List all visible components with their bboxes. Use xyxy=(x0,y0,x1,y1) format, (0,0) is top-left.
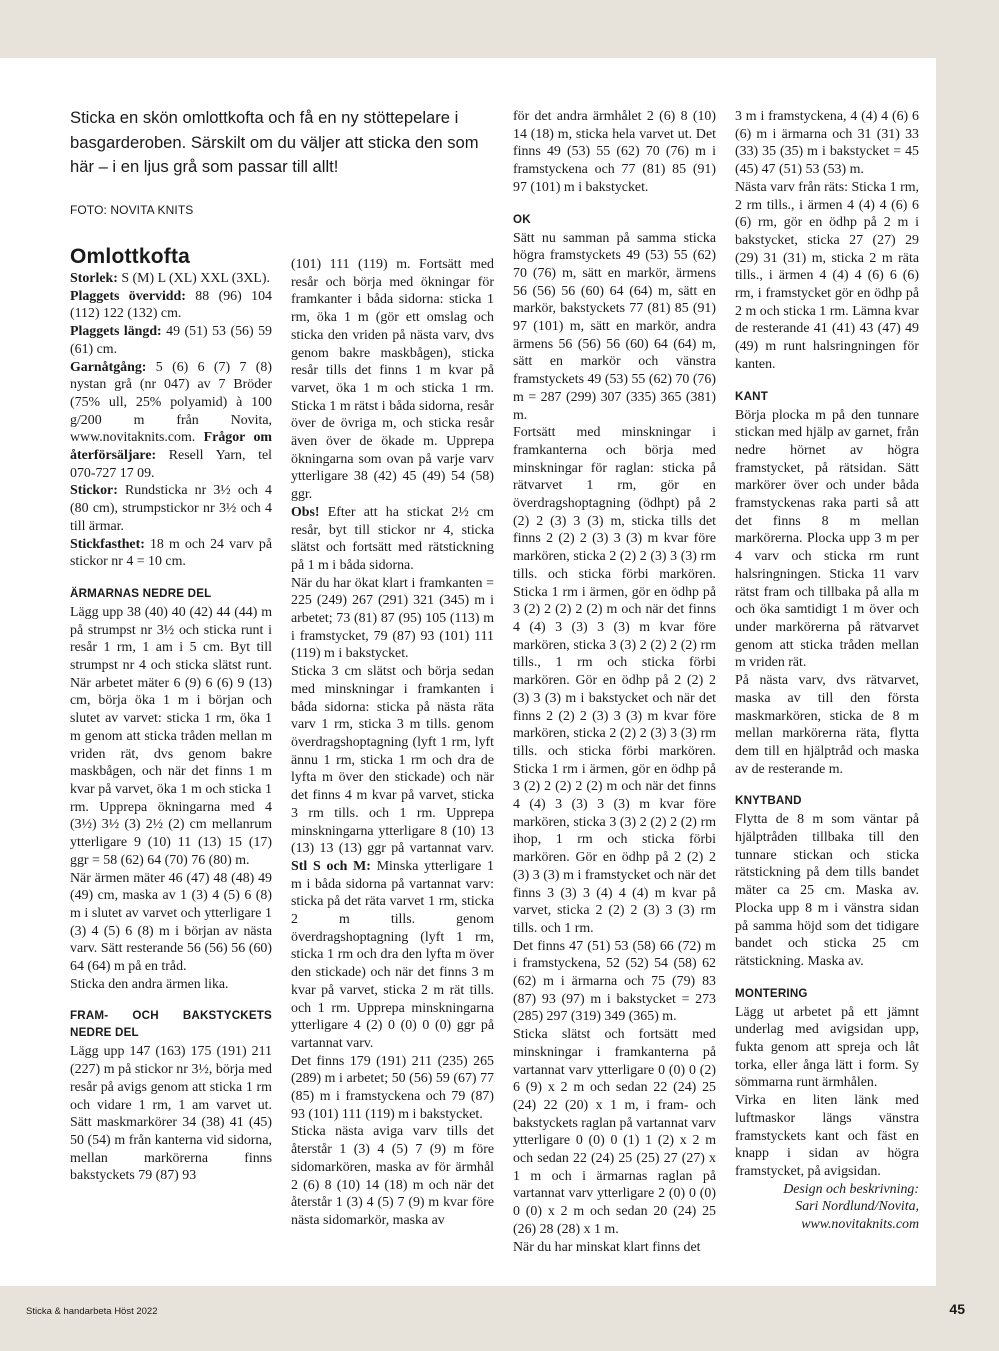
paragraph: Flytta de 8 m som väntar på hjälptråden tillbaka till den tunnare stickan och sticka rätstickning på dem tills bandet mäter ca 25 cm. Maska av. Plocka upp 8 m i vänstra sidan på samma höjd som det tidigare bandet och sticka 25 cm rätstickning. Maska av. xyxy=(735,812,919,969)
paragraph: Sätt nu samman på samma sticka högra framstyckets 49 (53) 55 (62) 70 (76) m, sätt en markör, ärmens 56 (56) 56 (60) 64 (64) m, sätt en markör, bakstyckets 77 (81) 85 (91) 97 (101) m, sätt en markör, andra ärmens 56 (56) 56 (60) 64 (64) m, sätt en markör och vänstra framstyckets 49 (53) 55 (62) 70 (76) m = 287 (299) 307 (335) 365 (381) m. xyxy=(513,230,716,423)
section-heading-ok: OK xyxy=(513,212,531,226)
column-1 xyxy=(70,244,272,1185)
paragraph: (101) 111 (119) m. Fortsätt med resår och börja med ökningar för framkanter i båda sidorna: sticka 1 rm, öka 1 m (gör ett omslag och sticka den vriden på nästa varv, dvs genom bakre maskbågen), sticka resår tills det finns 1 m kvar på varvet, öka 1 m och sticka 1 rm. Sticka 1 m rätst i båda sidorna, resår över de övriga m, och sticka resår även över de ökade m. Upprepa ökningarna som ovan på varje varv ytterligare 38 (42) 45 (49) 54 (58) ggr. xyxy=(291,257,494,503)
paragraph: Lägg upp 147 (163) 175 (191) 211 (227) m på stickor nr 3½, börja med resår på avigs genom att sticka 1 rm och vidare 1 rm, 1 am varvet ut. Sätt maskmarkörer 34 (38) 41 (45) 50 (54) m från kanterna vid sidorna, mellan markörerna finns bakstyckets 79 (87) 93 xyxy=(70,1044,272,1184)
paragraph: Lägg upp 38 (40) 40 (42) 44 (44) m på strumpst nr 3½ och sticka runt i resår 1 rm, 1 am i 5 cm. Byt till strumpst nr 4 och sticka slätst runt. När arbetet mäter 6 (9) 6 (6) 9 (13) cm, börja öka 1 m i början och slutet av varvet: sticka 1 rm, öka 1 m genom att sticka tråden mellan m vriden rät, dvs genom bakre maskbågen, och när det finns 1 m kvar på varvet, öka 1 m och sticka 1 rm. Upprepa ökningarna med 4 (3½) 3½ (3) 2½ (2) cm mellanrum ytterligare 9 (10) 11 (13) 15 (17) ggr = 58 (62) 64 (70) 76 (80) m. xyxy=(70,604,272,868)
paragraph: för det andra ärmhålet 2 (6) 8 (10) 14 (18) m, sticka hela varvet ut. Det finns 49 (53) 55 (62) 70 (76) m i framstyckena och 77 (81) 85 (91) 97 (101) m i bakstycket. xyxy=(513,109,716,195)
paragraph-note: Obs! Efter att ha stickat 2½ cm resår, byt till stickor nr 4, sticka slätst och fortsätt med rätstickning på 1 m i båda sidorna. xyxy=(291,504,494,573)
page-number: 45 xyxy=(949,1301,965,1317)
section-heading-kant: KANT xyxy=(735,389,768,403)
paragraph: Sticka 3 cm slätst och börja sedan med minskningar i framkanten i båda sidorna: sticka på nästa räta varv 1 rm, sticka 3 m tills. genom överdragshoptagning (lyft 1 rm, lyft ännu 1 rm, sticka 1 rm och dra de lyfta m över den stickade) och när det finns 4 m kvar på varvet, sticka 3 rm tills. och 1 rm. Upprepa minskningarna ytterligare 8 (10) 13 (13) 13 (13) ggr på vartannat varv. Stl S och M: Minska ytterligare 1 m i båda sidorna på vartannat varv: sticka på det räta varvet 1 rm, sticka 2 m tills. genom överdragshoptagning (lyft 1 rm, sticka 1 rm och dra den lyfta m över den stickade) och när det finns 3 m kvar på varvet, sticka 2 m rät tills. och 1 rm. Upprepa minskningarna ytterligare 4 (2) 0 (0) 0 (0) ggr på vartannat varv. xyxy=(291,664,494,1051)
photo-credit: FOTO: NOVITA KNITS xyxy=(70,203,194,217)
paragraph: Virka en liten länk med luftmaskor längs vänstra framstyckets kant och fäst en knapp i sidan av högra framstycket, på avigsidan. xyxy=(735,1093,919,1179)
spec-gauge: Stickfasthet: 18 m och 24 varv på stickor nr 4 = 10 cm. xyxy=(70,536,272,570)
paragraph: Fortsätt med minskningar i framkanterna och börja med minskningar för raglan: sticka på rätvarvet 1 rm, gör en överdragshoptagning (ödhpt) på 2 (2) 2 (3) 3 (3) m, sticka tills det finns 2 (2) 2 (3) 3 (3) m kvar före markören, sticka 2 (2) 2 (3) 3 (3) rm tills. och sticka förbi markören. Sticka 1 rm i ärmen, gör en ödhp på 3 (2) 2 (2) 2 (2) m och när det finns 4 (4) 3 (3) 3 (3) m kvar före markören, sticka 3 (3) 2 (2) 2 (2) rm tills., 1 rm och sticka förbi markören. Gör en ödhp på 2 (2) 2 (3) 3 (3) m i bakstycket och när det finns 2 (2) 2 (3) 3 (3) m kvar före markören, sticka 2 (2) 2 (3) 3 (3) rm tills. och sticka förbi markören. Sticka 1 rm i ärmen, gör en ödhp på 3 (2) 2 (2) 2 (2) m och när det finns 4 (4) 3 (3) 3 (3) m kvar före markören, sticka 3 (3) 2 (2) 2 (2) rm ihop, 1 rm och sticka förbi markören. Gör en ödhp på 2 (2) 2 (3) 3 (3) m i framstycket och när det finns 3 (3) 3 (4) 4 (4) m kvar på varvet, sticka 2 (2) 2 (3) 3 (3) rm tills. och 1 rm. xyxy=(513,425,716,936)
paragraph: När du har minskat klart finns det xyxy=(513,1239,701,1255)
spec-size: Storlek: S (M) L (XL) XXL (3XL). xyxy=(70,271,270,286)
spec-needles: Stickor: Rundsticka nr 3½ och 4 (80 cm), strumpstickor nr 3½ och 4 till ärmar. xyxy=(70,483,273,534)
paragraph: När du har ökat klart i framkanten = 225 (249) 267 (291) 321 (345) m i arbetet; 73 (81) 87 (95) 105 (113) m i framstycket, 79 (87) 93 (101) 111 (119) m i bakstycket. xyxy=(291,575,494,662)
paragraph: 3 m i framstyckena, 4 (4) 4 (6) 6 (6) m i ärmarna och 31 (31) 33 (33) 35 (35) m i bakstycket = 45 (45) 47 (51) 53 (53) m. xyxy=(735,109,919,178)
paragraph: Lägg ut arbetet på ett jämnt underlag med avigsidan upp, fukta genom att spreja och låt torka, eller ånga lätt i form. Sy sömmarna runt ärmhålen. xyxy=(735,1004,919,1091)
section-heading-montering: MONTERING xyxy=(735,986,808,1000)
article-title: Omlottkofta xyxy=(70,245,191,268)
design-credit-url: www.novitaknits.com xyxy=(801,1217,919,1233)
column-4 xyxy=(735,108,919,1234)
design-credit-1: Design och beskrivning: xyxy=(783,1181,919,1197)
section-heading-knytband: KNYTBAND xyxy=(735,794,802,808)
footer-magazine: Sticka & handarbeta Höst 2022 xyxy=(26,1306,158,1317)
paragraph: På nästa varv, dvs rätvarvet, maska av till den första maskmarkören, sticka de 8 m mellan markörerna räta, flytta dem till en hjälptråd och maska av de resterande m. xyxy=(735,673,919,777)
section-heading-sleeves: ÄRMARNAS NEDRE DEL xyxy=(70,586,212,600)
column-3 xyxy=(513,108,716,1256)
spec-width: Plaggets övervidd: 88 (96) 104 (112) 122 (132) cm. xyxy=(70,288,272,322)
column-2 xyxy=(291,256,494,1230)
section-heading-body: FRAM- OCH BAKSTYCKETS NEDRE DEL xyxy=(70,1009,272,1040)
paragraph: Det finns 47 (51) 53 (58) 66 (72) m i framstyckena, 52 (52) 54 (58) 62 (62) m i ärmarna och 75 (79) 83 (87) 93 (97) m i bakstycket = 273 (285) 297 (319) 349 (365) m. xyxy=(513,938,716,1025)
paragraph: Börja plocka m på den tunnare stickan med hjälp av garnet, från nedre hörnet av högra framstycket, på rätsidan. Sätt markörer över och under båda framstyckenas raka parti så att det finns 8 m mellan markörerna. Plocka upp 3 m per 4 varv och sticka rm runt halsringningen. Sticka 11 varv rätst fram och tillbaka på alla m och öka samtidigt 1 m över och under markörerna på rätvarvet genom att sticka tråden mellan m vriden rät. xyxy=(735,407,919,671)
paragraph: Det finns 179 (191) 211 (235) 265 (289) m i arbetet; 50 (56) 59 (67) 77 (85) m i framstyckena och 79 (87) 93 (101) 111 (119) m i bakstycket. xyxy=(291,1053,494,1122)
design-credit-2: Sari Nordlund/Novita, xyxy=(795,1199,919,1215)
paragraph: Nästa varv från räts: Sticka 1 rm, 2 rm tills., i ärmen 4 (4) 4 (6) 6 (6) rm, gör en ödhp på 2 m i bakstycket, sticka 27 (27) 29 (29) 31 (31) m, sticka 2 m räta tills., i ärmen 4 (4) 4 (6) 6 (6) rm, i framstycket gör en ödhp på 2 m och sticka 1 rm. Lämna kvar de resterande 41 (41) 43 (47) 49 (49) m runt halsringningen för kanten. xyxy=(735,179,919,372)
paragraph: Sticka den andra ärmen lika. xyxy=(70,976,229,992)
spec-yarn: Garnåtgång: 5 (6) 6 (7) 7 (8) nystan grå (nr 047) av 7 Bröder (75% ull, 25% polyamid) à 100 g/200 m från Novita, www.novitaknits.com. Frågor om återförsäljare: Resell Yarn, tel 070-727 17 09. xyxy=(70,359,272,481)
intro-text: Sticka en skön omlottkofta och få en ny stöttepelare i basgarderoben. Särskilt om du väljer att sticka den som här – i en ljus grå som passar till allt! xyxy=(70,108,479,176)
spec-length: Plaggets längd: 49 (51) 53 (56) 59 (61) cm. xyxy=(70,324,272,357)
paragraph: När ärmen mäter 46 (47) 48 (48) 49 (49) cm, maska av 1 (3) 4 (5) 6 (8) m i slutet av varvet och ytterligare 1 (3) 4 (5) 6 (8) m i början av nästa varv. Sätt resterande 56 (56) 56 (60) 64 (64) m på en tråd. xyxy=(70,870,272,975)
paragraph: Sticka nästa aviga varv tills det återstår 1 (3) 4 (5) 7 (9) m före sidomarkören, maska av för ärmhål 2 (6) 8 (10) 14 (18) m och när det återstår 1 (3) 4 (5) 7 (9) m kvar före nästa sidomarkör, maska av xyxy=(291,1124,494,1228)
paragraph: Sticka slätst och fortsätt med minskningar i framkanterna på vartannat varv ytterligare 0 (0) 0 (2) 6 (9) x 2 m och sedan 22 (24) 25 (24) 22 (20) x 1 m, i fram- och bakstyckets raglan på vartannat varv ytterligare 0 (0) 0 (1) 1 (2) x 2 m och sedan 22 (24) 25 (25) 27 (27) x 1 m och i ärmarnas raglan på vartannat varv ytterligare 2 (0) 0 (0) 0 (0) x 2 m och sedan 20 (24) 25 (26) 28 (28) x 1 m. xyxy=(513,1027,716,1237)
